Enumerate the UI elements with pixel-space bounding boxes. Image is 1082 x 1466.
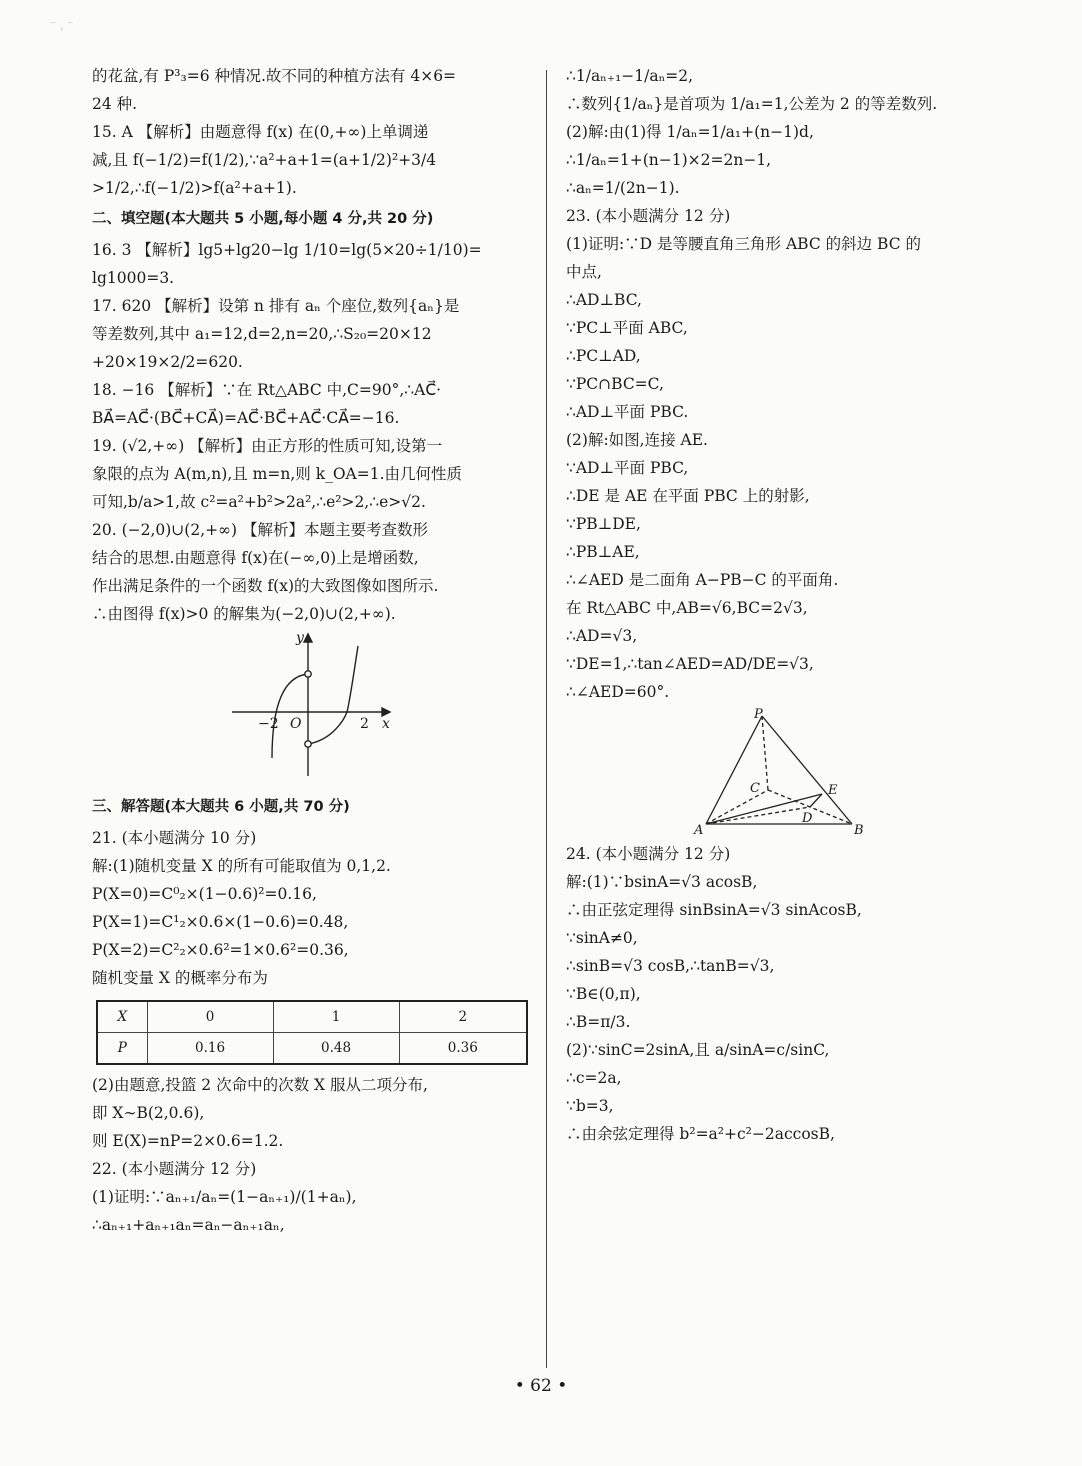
text-line: ∵DE=1,∴tan∠AED=AD/DE=√3, [566,655,814,673]
text-line: ∴aₙ₊₁+aₙ₊₁aₙ=aₙ−aₙ₊₁aₙ, [92,1216,285,1234]
text-line: ∵b=3, [566,1097,614,1115]
text-line: 减,且 f(−1/2)=f(1/2),∵a²+a+1=(a+1/2)²+3/4 [92,151,437,169]
tick-pos2: 2 [360,716,369,732]
left-column [92,62,532,1239]
function-graph [92,628,532,790]
table-cell: P [97,1033,147,1065]
table-cell: 0 [147,1001,273,1033]
right-column [566,62,1006,1148]
edge-PB [762,716,852,824]
section-heading: 三、解答题(本大题共 6 小题,共 70 分) [92,799,350,815]
text-line: (1)证明:∵D 是等腰直角三角形 ABC 的斜边 BC 的 [566,235,922,253]
text-line: 在 Rt△ABC 中,AB=√6,BC=2√3, [566,599,808,617]
curve-right [308,646,358,744]
text-line: 22. (本小题满分 12 分) [92,1160,257,1178]
text-line: (1)证明:∵aₙ₊₁/aₙ=(1−aₙ₊₁)/(1+aₙ), [92,1188,357,1206]
text-line: 19. (√2,+∞) 【解析】由正方形的性质可知,设第一 [92,437,443,455]
open-point-lower [305,741,311,747]
text-line: +20×19×2/2=620. [92,353,243,371]
text-line: 即 X∼B(2,0.6), [92,1104,205,1122]
edge-PC [762,716,768,790]
x-label: x [382,716,390,732]
label-B: B [854,823,864,838]
text-line: (2)由题意,投篮 2 次命中的次数 X 服从二项分布, [92,1076,428,1094]
text-line: 解:(1)∵bsinA=√3 acosB, [566,873,758,891]
x-axis-arrow [382,708,390,716]
table-cell: 0.16 [147,1033,273,1065]
function-graph-figure [92,628,532,790]
text-line: ∵B∈(0,π), [566,985,641,1003]
text-line: (2)解:由(1)得 1/aₙ=1/a₁+(n−1)d, [566,123,814,141]
text-line: 象限的点为 A(m,n),且 m=n,则 k_OA=1.由几何性质 [92,465,463,483]
text-line: ∴由图得 f(x)>0 的解集为(−2,0)∪(2,+∞). [92,605,396,623]
text-line: ∴1/aₙ=1+(n−1)×2=2n−1, [566,151,772,169]
text-line: 16. 3 【解析】lg5+lg20−lg 1/10=lg(5×20÷1/10)= [92,241,482,259]
text-line: ∴sinB=√3 cosB,∴tanB=√3, [566,957,775,975]
text-line: ∵PB⊥DE, [566,515,641,533]
table-row [97,1033,527,1065]
table-cell: 0.48 [273,1033,399,1065]
text-line: ∴DE 是 AE 在平面 PBC 上的射影, [566,487,810,505]
text-line: 24. (本小题满分 12 分) [566,845,731,863]
label-D: D [802,811,813,826]
text-line: 中点, [566,263,602,281]
text-line: 等差数列,其中 a₁=12,d=2,n=20,∴S₂₀=20×12 [92,325,432,343]
text-line: P(X=2)=C²₂×0.6²=1×0.6²=0.36, [92,941,349,959]
page-number: • 62 • [514,1376,568,1396]
table-row [97,1001,527,1033]
text-line: ∴∠AED 是二面角 A−PB−C 的平面角. [566,571,839,589]
text-line: P(X=0)=C⁰₂×(1−0.6)²=0.16, [92,885,317,903]
text-line: 解:(1)随机变量 X 的所有可能取值为 0,1,2. [92,857,391,875]
y-label: y [296,630,304,646]
text-line: ∴由余弦定理得 b²=a²+c²−2accosB, [566,1125,835,1143]
text-line: ∴AD=√3, [566,627,638,645]
text-line: ∵PC∩BC=C, [566,375,664,393]
text-line: ∴PC⊥AD, [566,347,641,365]
tick-neg2: −2 [258,716,279,732]
pyramid-diagram [566,706,1006,840]
label-A: A [694,823,704,838]
text-line: 的花盆,有 P³₃=6 种情况.故不同的种植方法有 4×6= [92,67,457,85]
text-line: ∴∠AED=60°. [566,683,670,701]
text-line: 24 种. [92,95,138,113]
text-line: 15. A 【解析】由题意得 f(x) 在(0,+∞)上单调递 [92,123,429,141]
text-line: (2)∵sinC=2sinA,且 a/sinA=c/sinC, [566,1041,830,1059]
label-P: P [754,707,763,722]
text-line: 随机变量 X 的概率分布为 [92,969,268,987]
text-line: ∵sinA≠0, [566,929,638,947]
table-cell: X [97,1001,147,1033]
y-axis-arrow [304,634,312,642]
text-line: ∴B=π/3. [566,1013,631,1031]
text-line: ∴AD⊥平面 PBC. [566,403,689,421]
open-point-upper [305,671,311,677]
text-line: 17. 620 【解析】设第 n 排有 aₙ 个座位,数列{aₙ}是 [92,297,460,315]
table-cell: 0.36 [399,1033,527,1065]
column-divider [546,70,547,1368]
text-line: BA⃗=AC⃗·(BC⃗+CA⃗)=AC⃗·BC⃗+AC⃗·CA⃗=−16. [92,409,400,427]
text-line: 20. (−2,0)∪(2,+∞) 【解析】本题主要考查数形 [92,521,429,539]
table-cell: 2 [399,1001,527,1033]
label-C: C [750,781,760,796]
text-line: 结合的思想.由题意得 f(x)在(−∞,0)上是增函数, [92,549,419,567]
text-line: >1/2,∴f(−1/2)>f(a²+a+1). [92,179,297,197]
pyramid-figure [566,706,1006,840]
table-cell: 1 [273,1001,399,1033]
text-line: 23. (本小题满分 12 分) [566,207,731,225]
text-line: ∵AD⊥平面 PBC, [566,459,689,477]
text-line: lg1000=3. [92,269,175,287]
label-E: E [828,783,838,798]
edge-PA [706,716,762,824]
text-line: P(X=1)=C¹₂×0.6×(1−0.6)=0.48, [92,913,349,931]
section-heading: 二、填空题(本大题共 5 小题,每小题 4 分,共 20 分) [92,211,434,227]
text-line: 作出满足条件的一个函数 f(x)的大致图像如图所示. [92,577,439,595]
probability-table [96,1000,528,1065]
text-line: ∴c=2a, [566,1069,622,1087]
scan-mark: ⁻ ˌ ⁻ [50,18,74,32]
text-line: ∴由正弦定理得 sinBsinA=√3 sinAcosB, [566,901,862,919]
text-line: 21. (本小题满分 10 分) [92,829,257,847]
text-line: ∴1/aₙ₊₁−1/aₙ=2, [566,67,694,85]
text-line: ∵PC⊥平面 ABC, [566,319,688,337]
text-line: ∴数列{1/aₙ}是首项为 1/a₁=1,公差为 2 的等差数列. [566,95,938,113]
origin-label: O [290,716,302,732]
text-line: 则 E(X)=nP=2×0.6=1.2. [92,1132,284,1150]
text-line: 18. −16 【解析】∵在 Rt△ABC 中,C=90°,∴AC⃗· [92,381,442,399]
text-line: ∴PB⊥AE, [566,543,640,561]
text-line: ∴aₙ=1/(2n−1). [566,179,680,197]
text-line: (2)解:如图,连接 AE. [566,431,708,449]
text-line: 可知,b/a>1,故 c²=a²+b²>2a²,∴e²>2,∴e>√2. [92,493,426,511]
text-line: ∴AD⊥BC, [566,291,642,309]
